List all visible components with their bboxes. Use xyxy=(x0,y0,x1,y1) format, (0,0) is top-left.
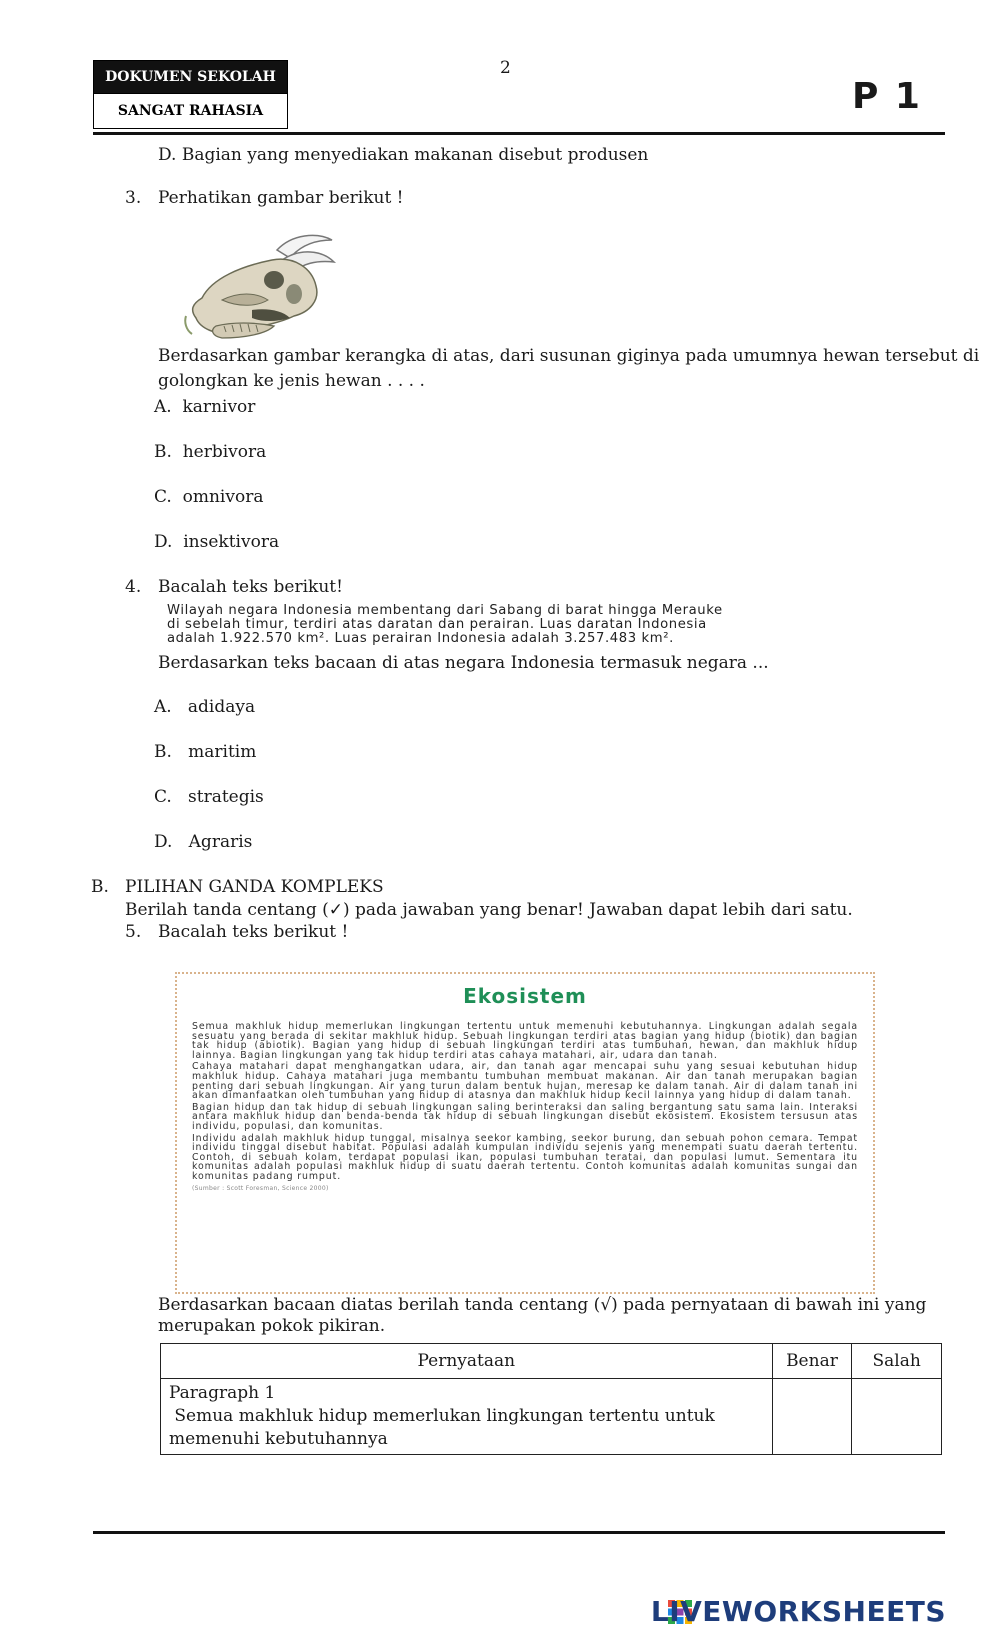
q3-option-a[interactable] xyxy=(154,397,255,417)
q4-option-letter: C. xyxy=(154,787,172,807)
section-b-instruction: Berilah tanda centang (✓) pada jawaban yang benar! Jawaban dapat lebih dari satu. xyxy=(125,900,853,920)
section-b-letter: B. xyxy=(91,877,109,897)
q3-option-text: herbivora xyxy=(182,442,267,462)
doc-label: DOKUMEN SEKOLAH xyxy=(105,69,276,85)
secret-label-box xyxy=(93,93,288,129)
q3-question-line1: Berdasarkan gambar kerangka di atas, dari susunan giginya pada umumnya hewan tersebut di xyxy=(158,346,980,366)
q3-option-letter: A. xyxy=(154,397,172,417)
column-header-true: Benar xyxy=(772,1344,852,1379)
q3-question-line2: golongkan ke jenis hewan . . . . xyxy=(158,371,425,391)
q4-passage-line2: di sebelah timur, terdiri atas daratan dan perairan. Luas daratan Indonesia xyxy=(167,617,707,632)
ekosistem-paragraph: Bagian hidup dan tak hidup di sebuah lingkungan saling berinteraksi dan saling bergantung satu sama lain. Interaksi antara makhluk hidup dan benda-benda tak hidup di sebuah lingkungan disebut ekosistem. Ekosistem tersusun atas individu, populasi, dan komunitas. xyxy=(192,1101,858,1132)
statement-table xyxy=(160,1343,942,1455)
q4-option-letter: B. xyxy=(154,742,172,762)
ekosistem-paragraph: Semua makhluk hidup memerlukan lingkungan tertentu untuk memenuhi kebutuhannya. Lingkungan adalah segala sesuatu yang berada di sekitar makhluk hidup. Sebuah lingkungan terdiri atas bagian yang hidup (biotik) dan bagian tak hidup (abiotik). Bagian yang hidup di sebuah lingkungan terdiri atas tumbuhan, hewan, dan makhluk hidup lainnya. Bagian lingkungan yang tak hidup terdiri atas cahaya matahari, air, udara dan tanah. xyxy=(192,1021,858,1061)
q5-question-line2: merupakan pokok pikiran. xyxy=(158,1316,386,1336)
q4-option-text: maritim xyxy=(188,742,257,762)
ekosistem-source: (Sumber : Scott Foresman, Science 2000) xyxy=(192,1184,329,1192)
ekosistem-body xyxy=(192,1022,858,1193)
statement-text-line: Semua makhluk hidup memerlukan lingkungan tertentu untuk xyxy=(169,1406,715,1426)
q4-option-letter: D. xyxy=(154,832,173,852)
table-header-row xyxy=(161,1344,942,1379)
statement-cell xyxy=(161,1379,773,1455)
ekosistem-text-box xyxy=(175,972,875,1294)
q4-option-d[interactable] xyxy=(154,832,252,852)
ekosistem-title: Ekosistem xyxy=(463,984,587,1008)
statement-label: Paragraph 1 xyxy=(169,1383,276,1403)
q3-option-text: karnivor xyxy=(182,397,256,417)
q4-option-letter: A. xyxy=(154,697,172,717)
secret-label: SANGAT RAHASIA xyxy=(117,103,264,119)
footer-rule xyxy=(93,1531,945,1534)
header-rule xyxy=(93,132,945,135)
statement-text-line: memenuhi kebutuhannya xyxy=(169,1429,388,1449)
q5-prompt: Bacalah teks berikut ! xyxy=(158,922,349,942)
q3-option-letter: C. xyxy=(154,487,172,507)
q3-option-letter: D. xyxy=(154,532,173,552)
q4-option-a[interactable] xyxy=(154,697,255,717)
q5-number: 5. xyxy=(125,922,142,942)
column-header-statement: Pernyataan xyxy=(161,1344,773,1379)
q4-prompt: Bacalah teks berikut! xyxy=(158,577,343,597)
q4-question: Berdasarkan teks bacaan di atas negara Indonesia termasuk negara ... xyxy=(158,653,769,673)
paper-code: P 1 xyxy=(852,76,922,117)
q3-option-text: omnivora xyxy=(182,487,264,507)
q4-option-c[interactable] xyxy=(154,787,264,807)
page-number: 2 xyxy=(500,58,511,78)
ekosistem-paragraph: Cahaya matahari dapat menghangatkan udara, air, dan tanah agar mencapai suhu yang sesuai kebutuhan hidup makhluk hidup. Cahaya matahari juga membantu tumbuhan membuat makanan. Air dan tanah merupakan bagian penting dari sebuah lingkungan. Air yang turun dalam bentuk hujan, meresap ke dalam tanah. Air di dalam tanah ini akan dimanfaatkan oleh tumbuhan yang hidup di atasnya dan makhluk hidup kecil lainnya yang hidup di dalam tanah. xyxy=(192,1061,858,1102)
q4-number: 4. xyxy=(125,577,142,597)
liveworksheets-brand: LIVEWORKSHEETS xyxy=(650,1595,946,1628)
q4-option-text: strategis xyxy=(188,787,264,807)
doc-label-box xyxy=(93,60,288,94)
q5-question-line1: Berdasarkan bacaan diatas berilah tanda centang (√) pada pernyataan di bawah ini yang xyxy=(158,1295,927,1315)
q4-option-text: adidaya xyxy=(187,697,256,717)
false-answer-cell[interactable] xyxy=(852,1379,942,1455)
q4-passage-line1: Wilayah negara Indonesia membentang dari Sabang di barat hingga Merauke xyxy=(167,603,723,618)
animal-skull-image xyxy=(182,228,338,344)
q4-passage-line3: adalah 1.922.570 km². Luas perairan Indonesia adalah 3.257.483 km². xyxy=(167,631,674,646)
q3-option-text: insektivora xyxy=(183,532,280,552)
section-b-title: PILIHAN GANDA KOMPLEKS xyxy=(125,877,384,897)
q3-option-letter: B. xyxy=(154,442,172,462)
q3-option-c[interactable] xyxy=(154,487,263,507)
q2-option-d: D. Bagian yang menyediakan makanan disebut produsen xyxy=(158,145,649,165)
table-row xyxy=(161,1379,942,1455)
q4-option-b[interactable] xyxy=(154,742,256,762)
q3-prompt: Perhatikan gambar berikut ! xyxy=(158,188,404,208)
q3-number: 3. xyxy=(125,188,142,208)
ekosistem-paragraph: Individu adalah makhluk hidup tunggal, misalnya seekor kambing, seekor burung, dan sebuah pohon cemara. Tempat individu tinggal disebut habitat. Populasi adalah kumpulan individu sejenis yang menempati suatu daerah tertentu. Contoh, di sebuah kolam, terdapat populasi ikan, populasi tumbuhan teratai, dan populasi lumut. Sementara itu komunitas adalah populasi makhluk hidup di suatu daerah tertentu. Contoh komunitas adalah komunitas sungai dan komunitas padang rumput. xyxy=(192,1132,858,1182)
q3-option-b[interactable] xyxy=(154,442,266,462)
true-answer-cell[interactable] xyxy=(772,1379,852,1455)
q3-option-d[interactable] xyxy=(154,532,279,552)
q4-option-text: Agraris xyxy=(188,832,253,852)
column-header-false: Salah xyxy=(852,1344,942,1379)
